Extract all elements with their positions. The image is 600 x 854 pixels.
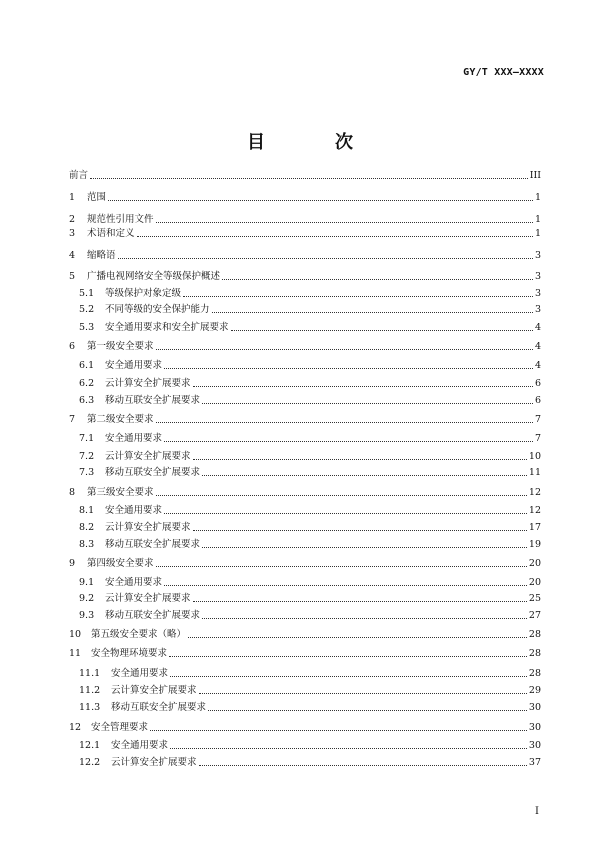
toc-entry-page: 3 <box>534 304 541 315</box>
toc-entry-number: 6 <box>69 341 76 352</box>
toc-entry-number: 6.1 <box>79 360 95 371</box>
toc-entry-title: 缩略语 <box>87 250 116 261</box>
toc-dot-leader <box>193 529 527 531</box>
toc-entry-number: 9 <box>69 558 76 569</box>
toc-entry-title: 移动互联安全扩展要求 <box>105 395 201 406</box>
toc-entry-number: 7 <box>69 414 76 425</box>
toc-entry-page: 17 <box>528 522 541 533</box>
toc-entry-number: 8.2 <box>79 522 95 533</box>
toc-dot-leader <box>212 311 533 313</box>
toc-entry-title: 不同等级的安全保护能力 <box>105 304 210 315</box>
toc-entry-number: 8.3 <box>79 539 95 550</box>
toc-entry[interactable] <box>79 666 541 680</box>
toc-entry[interactable] <box>79 302 541 316</box>
toc-entry[interactable] <box>69 556 541 570</box>
toc-dot-leader <box>164 367 533 369</box>
toc-entry-title: 安全通用要求 <box>105 433 163 444</box>
toc-entry-title: 安全通用要求 <box>105 360 163 371</box>
toc-entry-title: 云计算安全扩展要求 <box>111 685 197 696</box>
toc-entry-page: 1 <box>534 214 541 225</box>
toc-entry[interactable] <box>69 248 541 262</box>
toc-dot-leader <box>156 494 527 496</box>
toc-entry-number: 3 <box>69 228 76 239</box>
toc-entry-page: 27 <box>528 610 541 621</box>
toc-entry[interactable] <box>69 720 541 734</box>
toc-entry-number: 1 <box>69 192 76 203</box>
toc-entry-number: 9.3 <box>79 610 95 621</box>
toc-entry[interactable] <box>69 212 541 226</box>
toc-entry-title: 安全通用要求 <box>111 668 169 679</box>
toc-entry-title: 第一级安全要求 <box>87 341 154 352</box>
toc-title: 目 次 <box>247 132 379 153</box>
toc-entry-number: 5.2 <box>79 304 95 315</box>
toc-entry[interactable] <box>79 520 541 534</box>
toc-entry[interactable] <box>79 431 541 445</box>
toc-entry[interactable] <box>69 485 541 499</box>
toc-entry-page: 25 <box>528 593 541 604</box>
toc-entry-title: 移动互联安全扩展要求 <box>111 702 207 713</box>
toc-entry-number: 7.2 <box>79 451 95 462</box>
toc-entry-page: 30 <box>528 702 541 713</box>
toc-dot-leader <box>169 655 527 657</box>
toc-entry-page: 28 <box>528 648 541 659</box>
toc-entry-page: 12 <box>528 505 541 516</box>
toc-dot-leader <box>164 512 527 514</box>
toc-entry-page: 37 <box>528 757 541 768</box>
toc-entry-title: 云计算安全扩展要求 <box>111 757 197 768</box>
toc-entry-page: 6 <box>534 378 541 389</box>
toc-entry[interactable] <box>69 190 541 204</box>
toc-entry[interactable] <box>69 646 541 660</box>
toc-entry[interactable] <box>79 700 541 714</box>
toc-entry[interactable] <box>69 412 541 426</box>
toc-entry-page: 7 <box>534 414 541 425</box>
toc-dot-leader <box>156 565 527 567</box>
toc-dot-leader <box>231 329 533 331</box>
toc-entry[interactable] <box>79 755 541 769</box>
toc-entry-number: 11.2 <box>79 685 101 696</box>
toc-entry-number: 4 <box>69 250 76 261</box>
toc-dot-leader <box>150 729 527 731</box>
toc-entry[interactable] <box>79 591 541 605</box>
toc-entry-page: 12 <box>528 487 541 498</box>
toc-entry-title: 广播电视网络安全等级保护概述 <box>87 271 221 282</box>
toc-entry-number: 6.2 <box>79 378 95 389</box>
toc-dot-leader <box>188 636 527 638</box>
toc-entry-title: 云计算安全扩展要求 <box>105 451 191 462</box>
toc-entry-page: 30 <box>528 722 541 733</box>
toc-dot-leader <box>183 295 533 297</box>
toc-entry[interactable] <box>79 575 541 589</box>
toc-entry-number: 12.2 <box>79 757 101 768</box>
toc-entry-title: 云计算安全扩展要求 <box>105 522 191 533</box>
toc-entry-title: 规范性引用文件 <box>87 214 154 225</box>
toc-dot-leader <box>164 440 533 442</box>
toc-entry-page: 1 <box>534 192 541 203</box>
toc-entry-number: 8 <box>69 487 76 498</box>
toc-dot-leader <box>199 764 527 766</box>
toc-dot-leader <box>108 199 533 201</box>
toc-entry-number: 9.1 <box>79 577 95 588</box>
toc-entry-title: 安全通用要求和安全扩展要求 <box>105 322 229 333</box>
toc-entry-title: 安全通用要求 <box>111 740 169 751</box>
toc-entry-title: 移动互联安全扩展要求 <box>105 467 201 478</box>
toc-entry-page: 4 <box>534 341 541 352</box>
toc-dot-leader <box>170 675 527 677</box>
toc-dot-leader <box>193 385 533 387</box>
toc-entry[interactable] <box>79 449 541 463</box>
toc-entry[interactable] <box>79 286 541 300</box>
toc-entry-number: 5.3 <box>79 322 95 333</box>
toc-dot-leader <box>193 600 527 602</box>
toc-entry-title: 安全通用要求 <box>105 505 163 516</box>
toc-dot-leader <box>202 402 533 404</box>
toc-entry-title: 云计算安全扩展要求 <box>105 593 191 604</box>
toc-entry[interactable] <box>79 537 541 551</box>
toc-entry[interactable] <box>79 738 541 752</box>
toc-entry-title: 移动互联安全扩展要求 <box>105 539 201 550</box>
toc-entry[interactable] <box>79 358 541 372</box>
toc-entry-number: 9.2 <box>79 593 95 604</box>
toc-entry-title: 第五级安全要求（略） <box>91 629 187 640</box>
toc-entry-page: 20 <box>528 577 541 588</box>
toc-entry-page: 28 <box>528 629 541 640</box>
toc-dot-leader <box>202 474 527 476</box>
toc-entry-number: 11.3 <box>79 702 101 713</box>
toc-dot-leader <box>208 709 527 711</box>
toc-entry[interactable] <box>69 627 541 641</box>
page-number: I <box>535 806 539 817</box>
toc-entry-page: 4 <box>534 360 541 371</box>
toc-dot-leader <box>202 546 527 548</box>
toc-entry[interactable] <box>79 465 541 479</box>
toc-dot-leader <box>199 692 527 694</box>
toc-entry-title: 第三级安全要求 <box>87 487 154 498</box>
toc-entry[interactable] <box>79 683 541 697</box>
toc-entry-title: 第二级安全要求 <box>87 414 154 425</box>
toc-entry[interactable] <box>79 503 541 517</box>
toc-entry-page: 3 <box>534 271 541 282</box>
toc-entry-page: 28 <box>528 668 541 679</box>
toc-entry-number: 11 <box>69 648 82 659</box>
toc-entry[interactable] <box>79 376 541 390</box>
toc-entry-title: 移动互联安全扩展要求 <box>105 610 201 621</box>
toc-dot-leader <box>156 221 533 223</box>
toc-entry-title: 安全管理要求 <box>91 722 149 733</box>
toc-entry-page: 11 <box>528 467 541 478</box>
toc-entry-title: 范围 <box>87 192 107 203</box>
toc-entry-page: 1 <box>534 228 541 239</box>
toc-entry-page: 30 <box>528 740 541 751</box>
toc-entry-page: 19 <box>528 539 541 550</box>
toc-dot-leader <box>202 617 527 619</box>
toc-dot-leader <box>118 257 533 259</box>
toc-dot-leader <box>137 235 533 237</box>
toc-entry[interactable] <box>79 393 541 407</box>
toc-dot-leader <box>90 177 528 179</box>
toc-entry-number: 10 <box>69 629 82 640</box>
toc-entry-page: III <box>529 170 541 181</box>
toc-entry[interactable] <box>69 339 541 353</box>
toc-entry-page: 20 <box>528 558 541 569</box>
toc-entry-page: 29 <box>528 685 541 696</box>
toc-entry-number: 12.1 <box>79 740 101 751</box>
toc-entry-number: 5.1 <box>79 288 95 299</box>
toc-entry-title: 第四级安全要求 <box>87 558 154 569</box>
toc-entry-number: 7.1 <box>79 433 95 444</box>
toc-entry-page: 4 <box>534 322 541 333</box>
toc-entry-number: 6.3 <box>79 395 95 406</box>
toc-dot-leader <box>170 747 527 749</box>
toc-entry[interactable] <box>69 226 541 240</box>
toc-dot-leader <box>156 421 533 423</box>
toc-dot-leader <box>193 458 527 460</box>
toc-entry-page: 3 <box>534 250 541 261</box>
toc-entry-number: 5 <box>69 271 76 282</box>
toc-entry[interactable] <box>69 269 541 283</box>
toc-entry-page: 10 <box>528 451 541 462</box>
toc-entry[interactable] <box>79 320 541 334</box>
toc-entry-title: 安全通用要求 <box>105 577 163 588</box>
toc-entry-number: 7.3 <box>79 467 95 478</box>
toc-entry-title: 云计算安全扩展要求 <box>105 378 191 389</box>
toc-entry-title: 等级保护对象定级 <box>105 288 182 299</box>
toc-entry-number: 8.1 <box>79 505 95 516</box>
toc-dot-leader <box>164 584 527 586</box>
toc-entry-number: 2 <box>69 214 76 225</box>
toc-entry[interactable] <box>79 608 541 622</box>
toc-entry-title: 前言 <box>69 170 89 181</box>
toc-entry-number: 11.1 <box>79 668 101 679</box>
toc-dot-leader <box>222 278 533 280</box>
toc-entry-page: 3 <box>534 288 541 299</box>
toc-entry-page: 6 <box>534 395 541 406</box>
toc-dot-leader <box>156 348 533 350</box>
document-code: GY/T XXX—XXXX <box>463 67 544 78</box>
toc-entry[interactable] <box>69 168 541 182</box>
toc-entry-page: 7 <box>534 433 541 444</box>
toc-entry-title: 术语和定义 <box>87 228 135 239</box>
toc-entry-number: 12 <box>69 722 82 733</box>
toc-entry-title: 安全物理环境要求 <box>91 648 168 659</box>
